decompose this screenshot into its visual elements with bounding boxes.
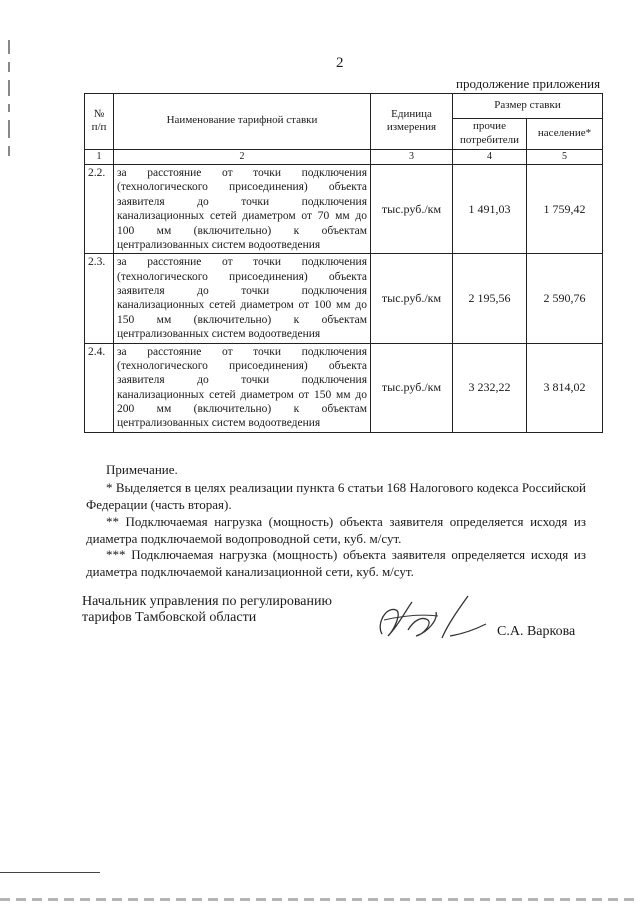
scan-bottom-edge xyxy=(0,898,640,901)
row-number: 2.2. xyxy=(85,165,114,254)
page-number: 2 xyxy=(336,55,344,71)
row-description: за расстояние от точки подключения (технологического присоединения) объекта заявителя до точки подключения канализационных сетей диаметром от 150 мм до 200 мм (включительно) к объектам централизованных систем водоотведения xyxy=(114,343,371,432)
row-rate-other: 2 195,56 xyxy=(453,254,527,343)
row-number: 2.3. xyxy=(85,254,114,343)
header-unit: Единица измерения xyxy=(371,94,453,150)
row-rate-population: 1 759,42 xyxy=(527,165,603,254)
row-unit: тыс.руб./км xyxy=(371,343,453,432)
tariff-table xyxy=(84,93,603,433)
notes-section xyxy=(86,462,586,581)
table-row xyxy=(85,165,603,254)
signatory-position xyxy=(82,594,332,626)
table-row xyxy=(85,343,603,432)
footer-rule xyxy=(0,872,100,873)
index-cell: 1 xyxy=(85,149,114,165)
row-description: за расстояние от точки подключения (технологического присоединения) объекта заявителя до точки подключения канализационных сетей диаметром от 70 мм до 100 мм (включительно) к объектам централизованных систем водоотведения xyxy=(114,165,371,254)
row-unit: тыс.руб./км xyxy=(371,254,453,343)
row-number: 2.4. xyxy=(85,343,114,432)
table-row xyxy=(85,254,603,343)
header-population: население* xyxy=(527,119,603,150)
header-name: Наименование тарифной ставки xyxy=(114,94,371,150)
scan-margin-marks xyxy=(6,40,12,160)
row-rate-population: 2 590,76 xyxy=(527,254,603,343)
row-description: за расстояние от точки подключения (технологического присоединения) объекта заявителя до точки подключения канализационных сетей диаметром от 100 мм до 150 мм (включительно) к объектам централизованных систем водоотведения xyxy=(114,254,371,343)
header-rate: Размер ставки xyxy=(453,94,603,119)
index-cell: 3 xyxy=(371,149,453,165)
row-rate-other: 3 232,22 xyxy=(453,343,527,432)
row-rate-other: 1 491,03 xyxy=(453,165,527,254)
index-cell: 2 xyxy=(114,149,371,165)
note-item: ** Подключаемая нагрузка (мощность) объекта заявителя определяется исходя из диаметра подключаемой водопроводной сети, куб. м/сут. xyxy=(86,513,586,546)
continuation-label: продолжение приложения xyxy=(456,76,601,91)
header-other: прочие потребители xyxy=(453,119,527,150)
header-num: № п/п xyxy=(85,94,114,150)
signatory-position-line: тарифов Тамбовской области xyxy=(82,610,257,626)
note-item: *** Подключаемая нагрузка (мощность) объекта заявителя определяется исходя из диаметра подключаемой канализационной сети, куб. м/сут. xyxy=(86,547,586,580)
signer-name: С.А. Варкова xyxy=(497,624,576,639)
note-item: * Выделяется в целях реализации пункта 6 статьи 168 Налогового кодекса Российской Федерации (часть вторая). xyxy=(86,479,586,512)
signatory-position-line: Начальник управления по регулированию xyxy=(82,594,332,609)
row-unit: тыс.руб./км xyxy=(371,165,453,254)
index-cell: 4 xyxy=(453,149,527,165)
notes-title: Примечание. xyxy=(106,462,178,477)
row-rate-population: 3 814,02 xyxy=(527,343,603,432)
handwritten-signature xyxy=(372,590,492,646)
index-cell: 5 xyxy=(527,149,603,165)
